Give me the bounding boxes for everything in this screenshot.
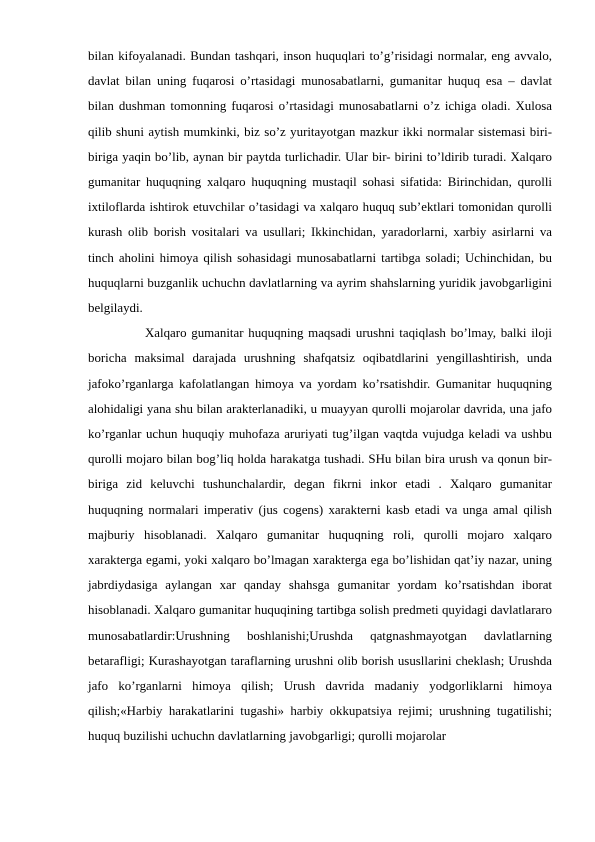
paragraph-ihl-purpose: Xalqaro gumanitar huquqning maqsadi urushni taqiqlash bo’lmay, balki iloji boricha maksimal darajada urushning shafqatsiz oqibatdlarini yengillashtirish, unda jafoko’rganlarga kafolatlangan himoya va yordam ko’rsatishdir. Gumanitar huquqning alohidaligi yana shu bilan arakterlanadiki, u muayyan qurolli mojarolar davrida, una jafo ko’rganlar uchun huquqiy muhofaza aruriyati tug’ilgan vaqtda vujudga keladi va ushbu qurolli mojaro bilan bog’liq holda harakatga tushadi. SHu bilan bira urush va qonun bir-biriga zid keluvchi tushunchalardir, degan fikrni inkor etadi . Xalqaro gumanitar huquqning normalari imperativ (jus cogens) xarakterni kasb etadi va unga amal qilish majburiy hisoblanadi. Xalqaro gumanitar huquqning roli, qurolli mojaro xalqaro xarakterga egami, yoki xalqaro bo’lmagan xarakterga ega bo’lishidan qat’iy nazar, uning jabrdiydasiga aylangan xar qanday shahsga gumanitar yordam ko’rsatishdan iborat hisoblanadi. Xalqaro gumanitar huquqining tartibga solish predmeti quyidagi davlatlararo munosabatlardir:Urushning boshlanishi;Urushda qatgnashmayotgan davlatlarning betarafligi; Kurashayotgan taraflarning urushni olib borish ususllarini cheklash; Urushda jafo ko’rganlarni himoya qilish; Urush davrida madaniy yodgorliklarni himoya qilish;«Harbiy harakatlarini tugashi» harbiy okkupatsiya rejimi; urushning tugatilishi; huquq buzilishi uchuchn davlatlarning javobgarligi; qurolli mojarolar — [88, 326, 552, 744]
paragraph-continuation: bilan kifoyalanadi. Bundan tashqari, inson huquqlari to’g’risidagi normalar, eng avvalo, davlat bilan uning fuqarosi o’rtasidagi munosabatlarni, gumanitar huquq esa – davlat bilan dushman tomonning fuqarosi o’rtasidagi munosabatlarni o’z ichiga oladi. Xulosa qilib shuni aytish mumkinki, biz so’z yuritayotgan mazkur ikki normalar sistemasi biri-biriga yaqin bo’lib, aynan bir paytda turlichadir. Ular bir- birini to’ldirib turadi. Xalqaro gumanitar huquqning xalqaro huquqning mustaqil sohasi sifatida: Birinchidan, qurolli ixtiloflarda ishtirok etuvchilar o’tasidagi va xalqaro huquq sub’ektlari tomonidan qurolli kurash olib borish vositalari va usullari; Ikkinchidan, yaradorlarni, xarbiy asirlarni va tinch aholini himoya qilish sohasidagi munosabatlarni tartibga soladi; Uchinchidan, bu huquqlarni buzganlik uchuchn davlatlarning va ayrim shahslarning yuridik javobgarligini belgilaydi. — [88, 49, 552, 316]
document-page — [88, 44, 552, 750]
